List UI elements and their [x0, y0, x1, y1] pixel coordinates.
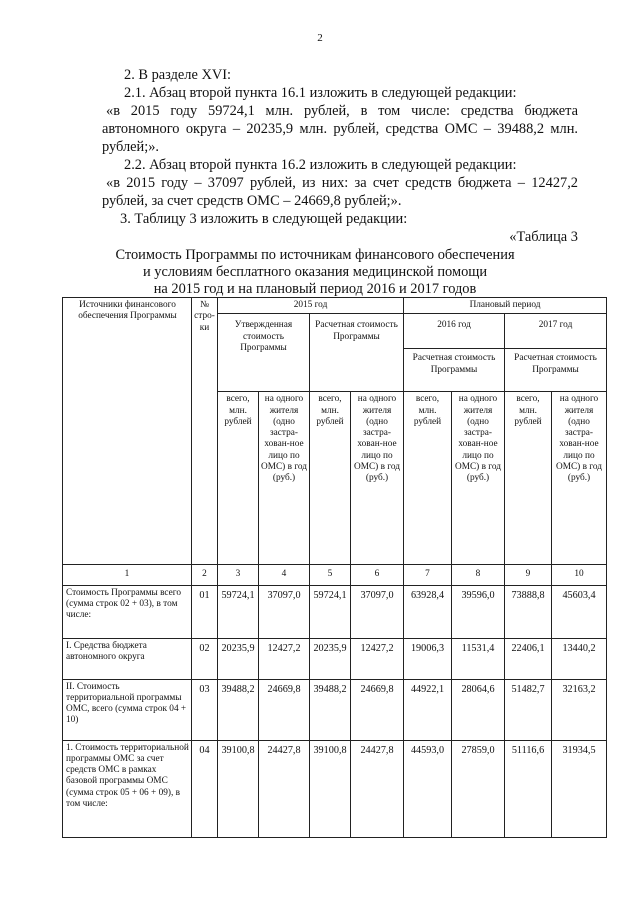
cell-value: 27859,0	[452, 740, 505, 837]
cost-table	[62, 297, 607, 838]
header-total: всего, млн. рублей	[404, 392, 452, 565]
cell-value: 37097,0	[351, 585, 404, 638]
header-per-capita: на одного жителя (одно застра-хован-ное лицо по ОМС) в год (руб.)	[259, 392, 310, 565]
cell-value: 13440,2	[552, 638, 607, 679]
cell-value: 37097,0	[259, 585, 310, 638]
cell-value: 24427,8	[259, 740, 310, 837]
clause-2-2: 2.2. Абзац второй пункта 16.2 изложить в следующей редакции:	[124, 157, 517, 173]
table-title	[80, 247, 550, 298]
table-title-line: на 2015 год и на плановый период 2016 и 2017 годов	[153, 281, 477, 297]
cell-value: 39100,8	[310, 740, 351, 837]
cell-value: 73888,8	[505, 585, 552, 638]
column-number: 8	[452, 565, 505, 585]
section-heading: 2. В разделе XVI:	[124, 67, 232, 83]
row-source: II. Стоимость территориальной программы ОМС, всего (сумма строк 04 + 10)	[63, 679, 192, 740]
table-title-line: Стоимость Программы по источникам финансового обеспечения	[115, 247, 515, 263]
cell-value: 63928,4	[404, 585, 452, 638]
cell-value: 44593,0	[404, 740, 452, 837]
column-number: 10	[552, 565, 607, 585]
cell-value: 39488,2	[218, 679, 259, 740]
header-row-no: № стро-ки	[192, 298, 218, 565]
header-calc-2016: Расчетная стоимость Программы	[404, 349, 505, 392]
row-source: I. Средства бюджета автономного округа	[63, 638, 192, 679]
table-row	[63, 638, 607, 679]
clause-3: 3. Таблицу 3 изложить в следующей редакции:	[120, 211, 408, 227]
cell-value: 44922,1	[404, 679, 452, 740]
header-total: всего, млн. рублей	[505, 392, 552, 565]
row-number: 04	[192, 740, 218, 837]
row-source: 1. Стоимость территориальной программы ОМС за счет средств ОМС в рамках базовой программы ОМС (сумма строк 05 + 06 + 09), в том числе:	[63, 740, 192, 837]
cell-value: 59724,1	[218, 585, 259, 638]
cell-value: 12427,2	[351, 638, 404, 679]
header-per-capita: на одного жителя (одно застра-хован-ное лицо по ОМС) в год (руб.)	[552, 392, 607, 565]
cell-value: 24669,8	[259, 679, 310, 740]
column-number: 2	[192, 565, 218, 585]
column-number: 6	[351, 565, 404, 585]
header-calculated-cost: Расчетная стоимость Программы	[310, 314, 404, 392]
column-number: 1	[63, 565, 192, 585]
header-2015: 2015 год	[218, 298, 404, 314]
header-2016: 2016 год	[404, 314, 505, 349]
column-number: 4	[259, 565, 310, 585]
page-number: 2	[317, 32, 323, 44]
header-total: всего, млн. рублей	[218, 392, 259, 565]
header-per-capita: на одного жителя (одно застра-хован-ное лицо по ОМС) в год (руб.)	[452, 392, 505, 565]
cell-value: 45603,4	[552, 585, 607, 638]
cell-value: 39596,0	[452, 585, 505, 638]
table-row	[63, 740, 607, 837]
header-total: всего, млн. рублей	[310, 392, 351, 565]
column-number: 3	[218, 565, 259, 585]
table-title-line: и условиям бесплатного оказания медицинской помощи	[142, 264, 488, 280]
quote-2-2: «в 2015 году – 37097 рублей, из них: за счет средств бюджета – 12427,2 рублей, за счет средств ОМС – 24669,8 рублей;».	[102, 175, 578, 209]
column-number: 7	[404, 565, 452, 585]
table-label: «Таблица 3	[509, 229, 578, 245]
cell-value: 28064,6	[452, 679, 505, 740]
cell-value: 39488,2	[310, 679, 351, 740]
column-number: 5	[310, 565, 351, 585]
quote-2-1: «в 2015 году 59724,1 млн. рублей, в том числе: средства бюджета автономного округа – 20235,9 млн. рублей, средства ОМС – 39488,2 млн. рублей;».	[102, 103, 578, 155]
cell-value: 51482,7	[505, 679, 552, 740]
row-source: Стоимость Программы всего (сумма строк 02 + 03), в том числе:	[63, 585, 192, 638]
row-number: 02	[192, 638, 218, 679]
cell-value: 19006,3	[404, 638, 452, 679]
header-sources: Источники финансового обеспечения Программы	[63, 298, 192, 565]
row-number: 03	[192, 679, 218, 740]
cell-value: 24669,8	[351, 679, 404, 740]
cell-value: 20235,9	[310, 638, 351, 679]
cell-value: 12427,2	[259, 638, 310, 679]
cell-value: 11531,4	[452, 638, 505, 679]
cell-value: 24427,8	[351, 740, 404, 837]
cell-value: 32163,2	[552, 679, 607, 740]
cell-value: 39100,8	[218, 740, 259, 837]
header-calc-2017: Расчетная стоимость Программы	[505, 349, 607, 392]
header-2017: 2017 год	[505, 314, 607, 349]
cell-value: 22406,1	[505, 638, 552, 679]
cell-value: 31934,5	[552, 740, 607, 837]
cell-value: 59724,1	[310, 585, 351, 638]
header-approved-cost: Утвержденная стоимость Программы	[218, 314, 310, 392]
body-text	[102, 66, 578, 246]
table-row	[63, 585, 607, 638]
cell-value: 20235,9	[218, 638, 259, 679]
column-number: 9	[505, 565, 552, 585]
header-planned-period: Плановый период	[404, 298, 607, 314]
cell-value: 51116,6	[505, 740, 552, 837]
table-row	[63, 679, 607, 740]
row-number: 01	[192, 585, 218, 638]
header-per-capita: на одного жителя (одно застра-хован-ное лицо по ОМС) в год (руб.)	[351, 392, 404, 565]
clause-2-1: 2.1. Абзац второй пункта 16.1 изложить в следующей редакции:	[124, 85, 517, 101]
